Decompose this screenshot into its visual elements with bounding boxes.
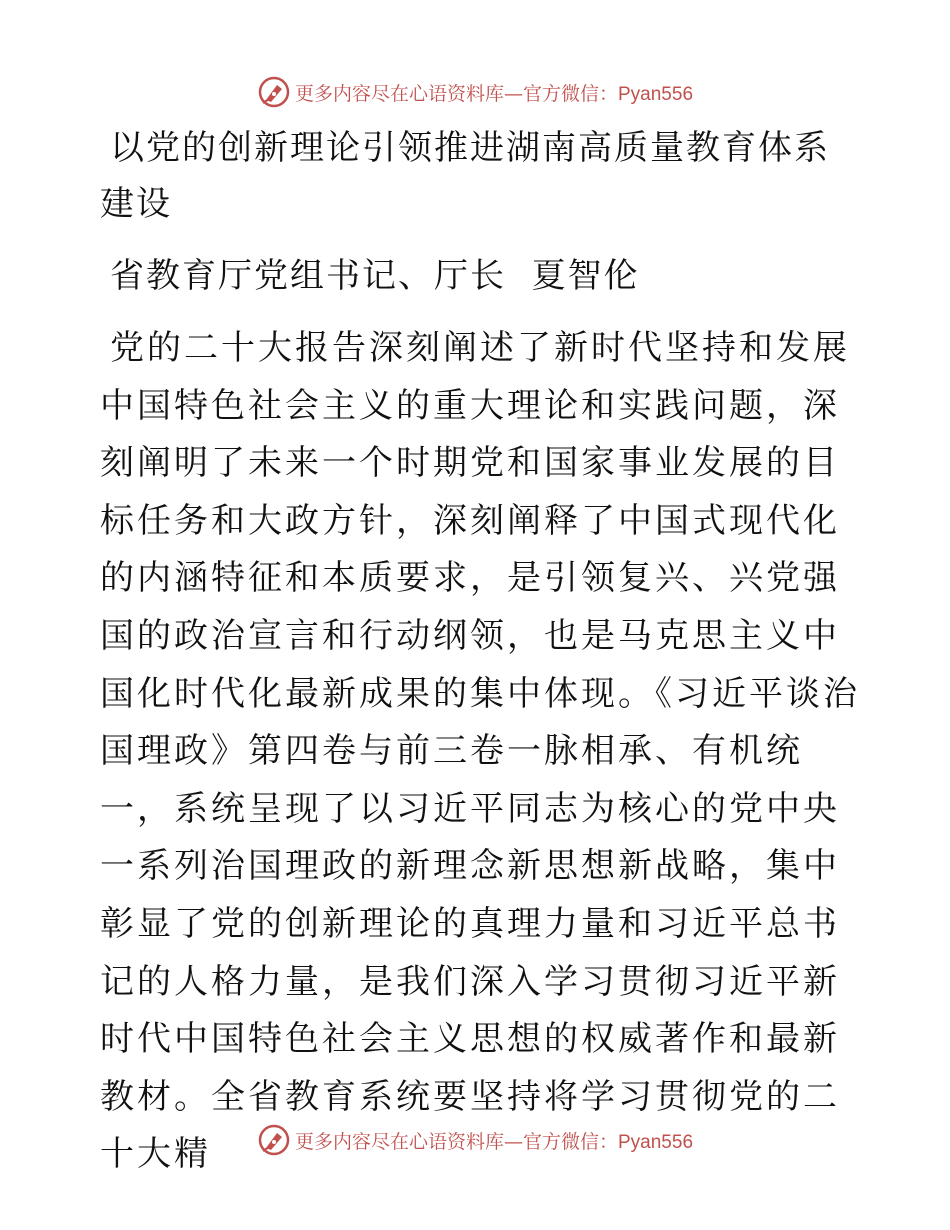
- document-content: [100, 120, 860, 1184]
- watermark-wechat-id: Pyan556: [618, 1131, 694, 1153]
- document-title: 以党的创新理论引领推进湖南高质量教育体系建设: [100, 128, 830, 224]
- watermark-wechat-id: Pyan556: [618, 83, 694, 105]
- watermark-site-text: 更多内容尽在心语资料库—官方微信：: [294, 1130, 618, 1153]
- watermark-text: [295, 79, 693, 106]
- watermark-site-text: 更多内容尽在心语资料库—官方微信：: [294, 82, 618, 105]
- header-watermark: [0, 72, 950, 112]
- document-author: 省教育厅党组书记、厅长 夏智伦: [110, 256, 640, 296]
- footer-watermark: [0, 1120, 950, 1160]
- watermark-text: [295, 1127, 693, 1154]
- pen-nib-circle-logo-icon: [257, 1123, 291, 1157]
- document-body-paragraph: 党的二十大报告深刻阐述了新时代坚持和发展中国特色社会主义的重大理论和实践问题，深刻阐明了未来一个时期党和国家事业发展的目标任务和大政方针，深刻阐释了中国式现代化的内涵特征和本质要求，是引领复兴、兴党强国的政治宣言和行动纲领，也是马克思主义中国化时代化最新成果的集中体现。《习近平谈治国理政》第四卷与前三卷一脉相承、有机统一，系统呈现了以习近平同志为核心的党中央一系列治国理政的新理念新思想新战略，集中彰显了党的创新理论的真理力量和习近平总书记的人格力量，是我们深入学习贯彻习近平新时代中国特色社会主义思想的权威著作和最新教材。全省教育系统要坚持将学习贯彻党的二十大精: [100, 328, 860, 1175]
- pen-nib-circle-logo-icon: [257, 75, 291, 109]
